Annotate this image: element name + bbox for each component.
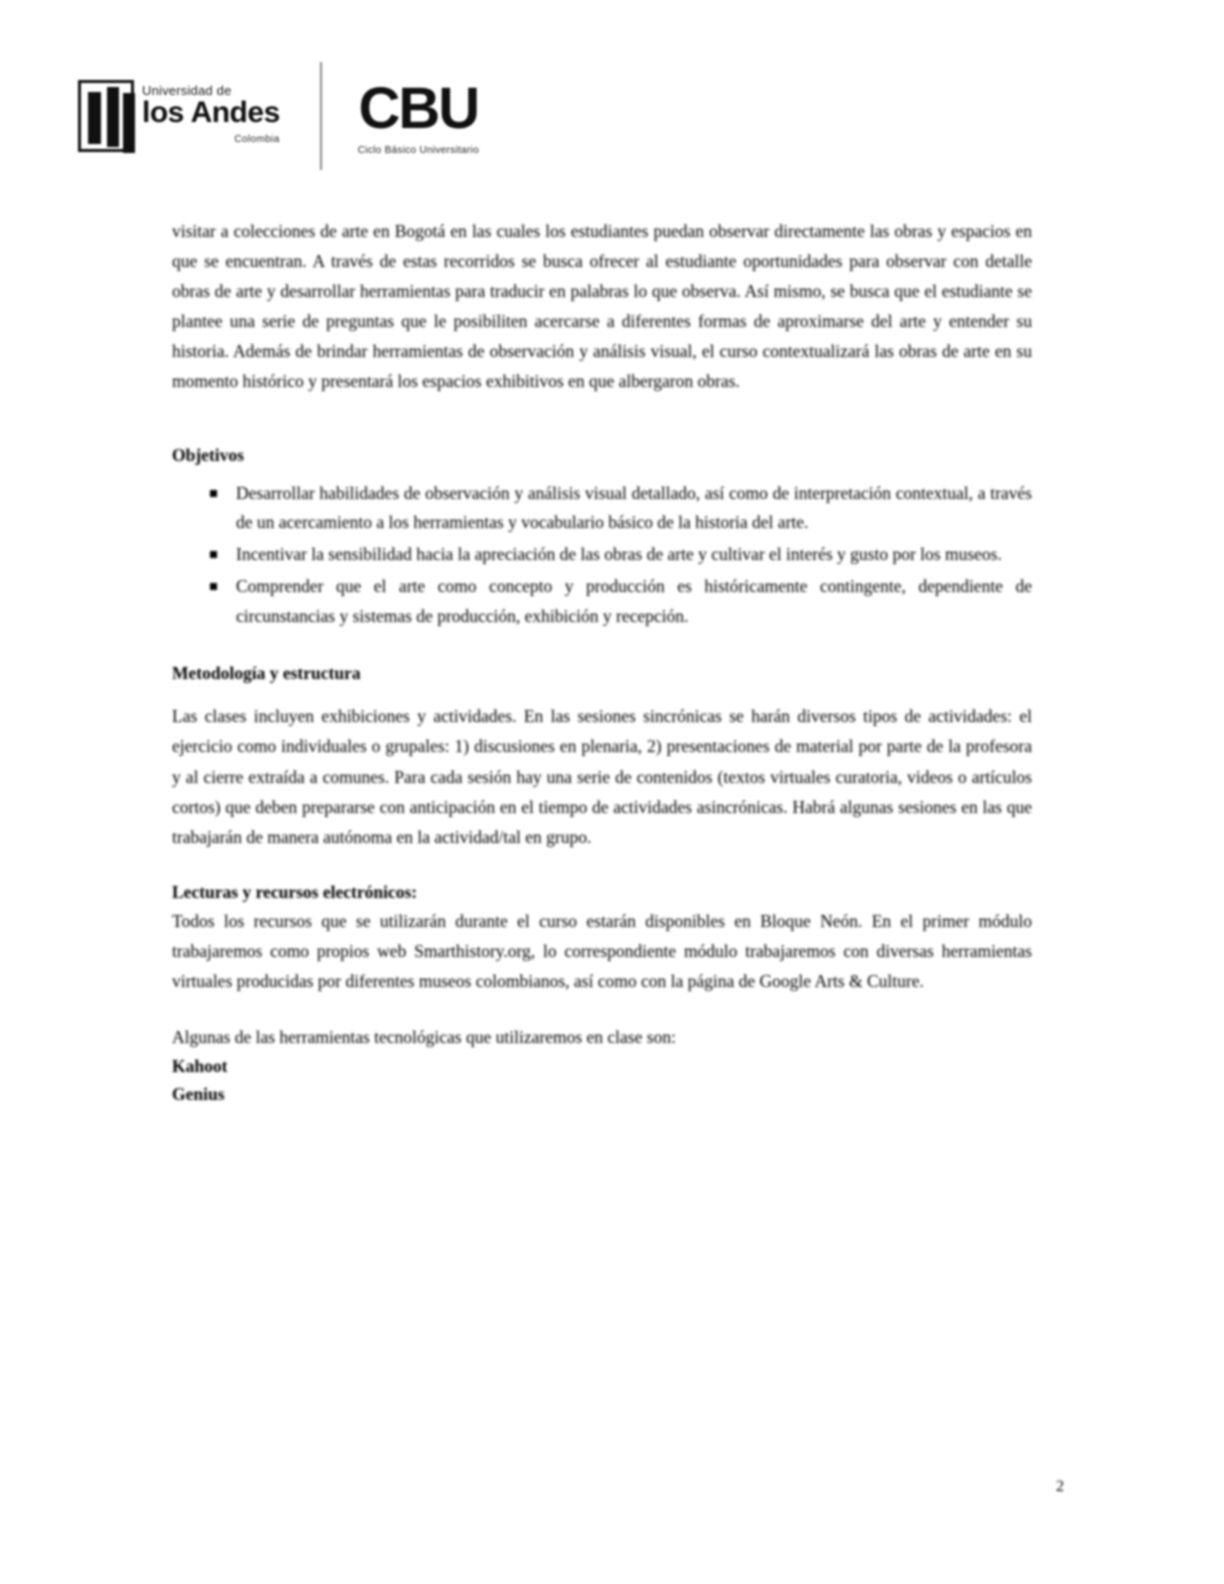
- tool-name-2: Genius: [172, 1084, 225, 1105]
- header-divider: [320, 62, 322, 170]
- objectives-heading: Objetivos: [172, 444, 244, 465]
- document-body: [172, 216, 1032, 1108]
- methodology-heading: Metodología y estructura: [172, 663, 361, 684]
- cbu-acronym: CBU: [358, 75, 479, 141]
- methodology-paragraph: Las clases incluyen exhibiciones y actividades. En las sesiones sincrónicas se harán diversos tipos de actividades: el ejercicio como individuales o grupales: 1) discusiones en plenaria, 2) presentaciones de material por parte de la profesora y al cierre extraída a comunes. Para cada sesión hay una serie de contenidos (textos virtuales curatoria, videos o artículos cortos) que deben prepararse con anticipación en el tiempo de actividades asincrónicas. Habrá algunas sesiones en las que trabajarán de manera autónoma en la actividad/tal en grupo.: [172, 706, 1032, 847]
- objectives-list: [172, 479, 1032, 632]
- uniandes-line-tiny: Colombia: [234, 133, 280, 145]
- intro-paragraph: visitar a colecciones de arte en Bogotá en las cuales los estudiantes puedan observar directamente las obras y espacios en que se encuentran. A través de estas recorridos se busca ofrecer al estudiante oportunidades para observar con detalle obras de arte y desarrollar herramientas para traducir en palabras lo que observa. Así mismo, se busca que el estudiante se plantee una serie de preguntas que le posibiliten acercarse a diferentes formas de aproximarse del arte y entender su historia. Además de brindar herramientas de observación y análisis visual, el curso contextualizará las obras de arte en su momento histórico y presentará los espacios exhibitivos en que albergaron obras.: [172, 221, 1032, 392]
- uniandes-shield-icon: [78, 80, 134, 152]
- list-item: Incentivar la sensibilidad hacia la apreciación de las obras de arte y cultivar el interés y gusto por los museos.: [236, 540, 1032, 570]
- uniandes-line-big: los Andes: [142, 95, 280, 129]
- tool-name-1: Kahoot: [172, 1056, 228, 1077]
- uniandes-logo: [78, 80, 280, 152]
- uniandes-line-small: Universidad de: [142, 83, 232, 98]
- page-number: 2: [1056, 1478, 1064, 1495]
- list-item: Desarrollar habilidades de observación y análisis visual detallado, así como de interpretación contextual, a través de un acercamiento a los herramientas y vocabulario básico de la historia del arte.: [236, 479, 1032, 539]
- document-header: [78, 62, 479, 170]
- tools-note: Algunas de las herramientas tecnológicas que utilizaremos en clase son:: [172, 1027, 676, 1048]
- tools-paragraph: Todos los recursos que se utilizarán durante el curso estarán disponibles en Bloque Neón. En el primer módulo trabajaremos como propios web Smarthistory.org, lo correspondiente módulo trabajaremos con diversas herramientas virtuales producidas por diferentes museos colombianos, así como con la página de Google Arts & Culture.: [172, 910, 1032, 991]
- uniandes-wordmark: [142, 80, 280, 145]
- tools-heading: Lecturas y recursos electrónicos:: [172, 881, 418, 902]
- cbu-subtitle: Ciclo Básico Universitario: [357, 145, 479, 157]
- list-item: Comprender que el arte como concepto y producción es históricamente contingente, dependiente de circunstancias y sistemas de producción, exhibición y recepción.: [236, 572, 1032, 632]
- cbu-logo: [358, 75, 479, 157]
